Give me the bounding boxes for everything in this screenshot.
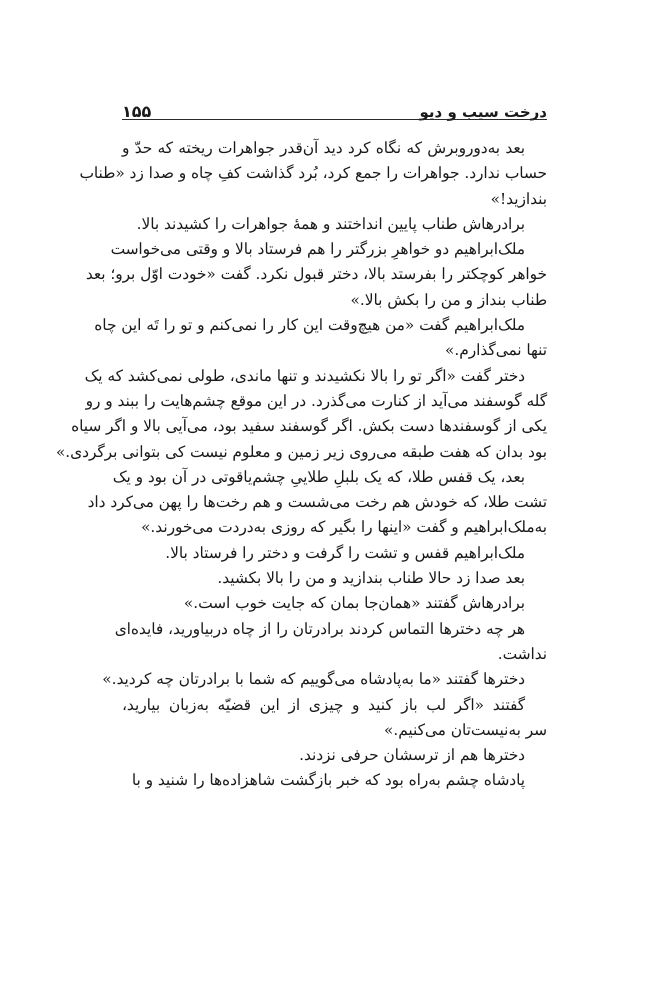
page-header [122,92,547,122]
paragraph [122,768,547,793]
text-line: بعد، یک قفس طلا، که یک بلبلِ طلاییِ چشم‌یاقوتی در آن بود و یک [112,467,525,486]
text-line: دخترها گفتند «ما به‌پادشاه می‌گوییم که شما با برادرتان چه کردید.» [102,670,525,689]
paragraph [87,465,547,541]
paragraph [122,693,547,744]
text-line: خواهر کوچکتر را بفرستد بالا، دختر قبول نکرد. گفت «خودت اوّل برو؛ بعد [85,265,547,284]
text-line: گله گوسفند می‌آید از کنارت می‌گذرد. در این موقع چشم‌هایت را ببند و رو [85,391,547,410]
text-line: دختر گفت «اگر تو را بالا نکشیدند و تنها ماندی، طولی نمی‌کشد که یک [84,366,525,385]
text-line: طناب بنداز و من را بکش بالا.» [350,290,547,309]
text-line: ملک‌ابراهیم گفت «من هیچ‌وقت این کار را نمی‌کنم و تو را تَه این چاه [94,316,525,335]
running-title: درخت سیب و دیو [419,103,547,121]
text-line: به‌ملک‌ابراهیم و گفت «اینها را بگیر که روزی به‌دردت می‌خورند.» [141,518,547,537]
text-line: بود بدان که هفت طبقه می‌روی زیر زمین و معلوم نیست کی بتوانی برگردی.» [55,442,547,461]
paragraph [94,313,547,364]
paragraph [55,364,547,465]
paragraph [122,541,547,566]
text-line: نداشت. [497,644,547,663]
paragraph [122,566,547,591]
paragraph [85,237,547,313]
text-line: گفتند «اگر لب باز کنید و چیزی از این قضیّه به‌زبان بیارید، [122,695,525,714]
text-line: سر به‌نیست‌تان می‌کنیم.» [384,720,547,739]
header-rule [122,119,547,120]
text-line: هر چه دخترها التماس کردند برادرتان را از چاه دربیاورید، فایده‌ای [114,619,525,638]
text-line: بعد صدا زد حالا طناب بندازید و من را بالا بکشید. [217,569,525,588]
text-line: تشت طلا، که خودش هم رخت می‌شست و هم رخت‌ها را پهن می‌کرد داد [87,493,547,512]
paragraph [122,743,547,768]
text-line: پادشاه چشم به‌راه بود که خبر بازگشت شاهزاده‌ها را شنید و با [131,771,525,790]
text-line: برادرهاش طناب پایین انداختند و همهٔ جواهرات را کشیدند بالا. [136,214,525,233]
text-line: تنها نمی‌گذارم.» [445,341,547,360]
paragraph [102,667,547,692]
text-line: ملک‌ابراهیم قفس و تشت را گرفت و دختر را فرستاد بالا. [165,543,525,562]
text-line: حساب ندارد. جواهرات را جمع کرد، بُرد گذاشت کفِ چاه و صدا زد «طناب [79,164,547,183]
paragraph [122,212,547,237]
page-number: ۱۵۵ [122,102,152,121]
text-line: یکی از گوسفندها دست بکش. اگر گوسفند سفید بود، می‌آیی بالا و اگر سیاه [71,417,547,436]
body-text [55,136,547,794]
text-line: ملک‌ابراهیم دو خواهرِ بزرگتر را هم فرستاد بالا و وقتی می‌خواست [110,240,525,259]
text-line: بعد به‌دوروبرش که نگاه کرد دید آن‌قدر جواهرات ریخته که حدّ و [122,139,525,157]
paragraph [79,136,547,212]
text-line: بندازید!» [490,189,547,208]
text-line: دخترها هم از ترسشان حرفی نزدند. [299,746,525,765]
text-line: برادرهاش گفتند «همان‌جا بمان که جایت خوب است.» [183,594,525,613]
paragraph [114,617,547,668]
paragraph [122,591,547,616]
